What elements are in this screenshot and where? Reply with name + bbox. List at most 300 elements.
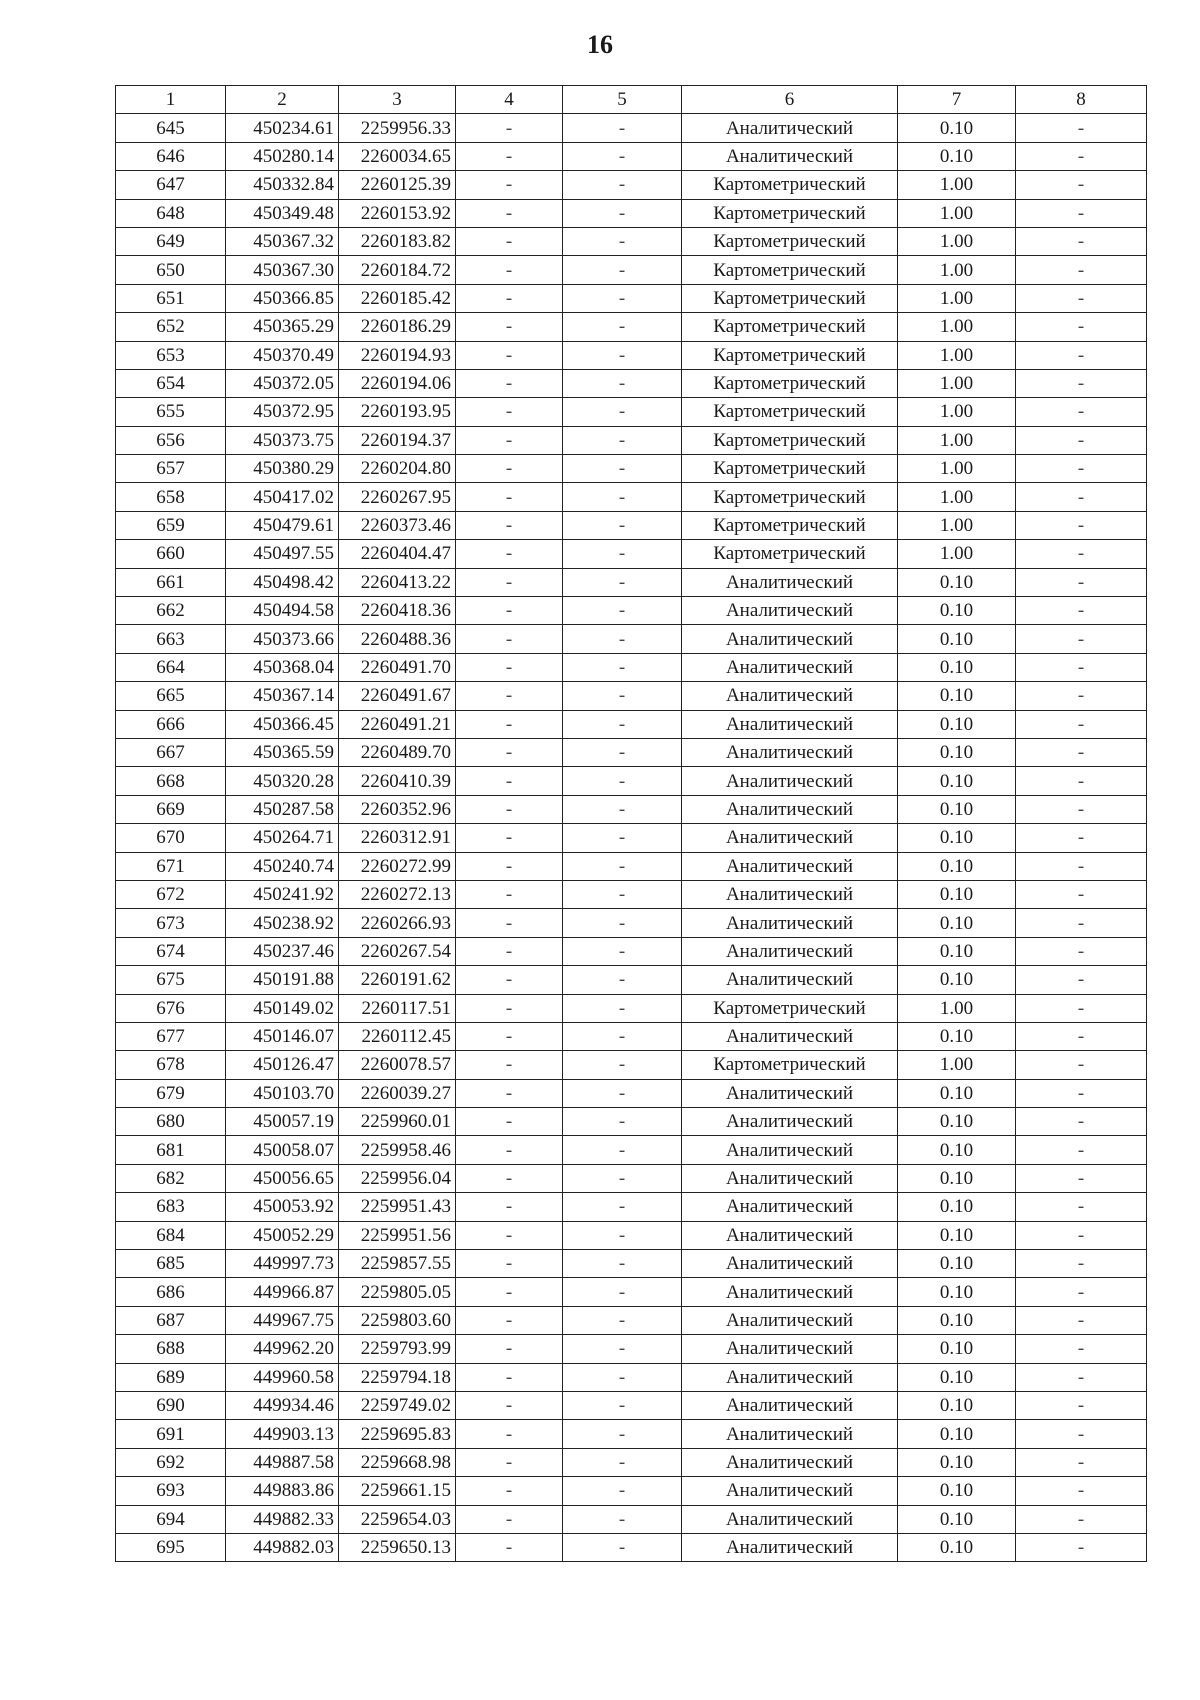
method-cell: Картометрический [682,398,898,426]
col4-cell: - [456,653,563,681]
point-number-cell: 671 [116,852,226,880]
method-cell: Картометрический [682,540,898,568]
y-coordinate-cell: 2260491.70 [339,653,456,681]
method-cell: Аналитический [682,966,898,994]
accuracy-cell: 0.10 [898,1335,1016,1363]
col4-cell: - [456,1079,563,1107]
x-coordinate-cell: 449962.20 [226,1335,339,1363]
col4-cell: - [456,1533,563,1561]
accuracy-cell: 0.10 [898,1108,1016,1136]
y-coordinate-cell: 2259654.03 [339,1505,456,1533]
col5-cell: - [563,256,682,284]
col4-cell: - [456,1193,563,1221]
y-coordinate-cell: 2260204.80 [339,455,456,483]
col8-cell: - [1016,1250,1147,1278]
x-coordinate-cell: 450149.02 [226,994,339,1022]
table-row [116,1335,1147,1363]
x-coordinate-cell: 450365.59 [226,738,339,766]
y-coordinate-cell: 2260193.95 [339,398,456,426]
y-coordinate-cell: 2260186.29 [339,313,456,341]
col8-cell: - [1016,199,1147,227]
col4-cell: - [456,1164,563,1192]
x-coordinate-cell: 450368.04 [226,653,339,681]
accuracy-cell: 0.10 [898,824,1016,852]
table-header-row [116,86,1147,114]
x-coordinate-cell: 450367.32 [226,227,339,255]
col8-cell: - [1016,1448,1147,1476]
col8-cell: - [1016,653,1147,681]
x-coordinate-cell: 450052.29 [226,1221,339,1249]
accuracy-cell: 1.00 [898,426,1016,454]
column-header: 6 [682,86,898,114]
col8-cell: - [1016,625,1147,653]
accuracy-cell: 0.10 [898,880,1016,908]
method-cell: Аналитический [682,1079,898,1107]
table-row [116,256,1147,284]
y-coordinate-cell: 2260491.21 [339,710,456,738]
y-coordinate-cell: 2259668.98 [339,1448,456,1476]
method-cell: Картометрический [682,313,898,341]
point-number-cell: 645 [116,114,226,142]
point-number-cell: 647 [116,171,226,199]
col5-cell: - [563,398,682,426]
col8-cell: - [1016,1108,1147,1136]
col5-cell: - [563,597,682,625]
col8-cell: - [1016,738,1147,766]
method-cell: Аналитический [682,795,898,823]
col5-cell: - [563,880,682,908]
point-number-cell: 685 [116,1250,226,1278]
y-coordinate-cell: 2260352.96 [339,795,456,823]
col5-cell: - [563,171,682,199]
method-cell: Аналитический [682,1164,898,1192]
point-number-cell: 680 [116,1108,226,1136]
table-row [116,625,1147,653]
table-row [116,511,1147,539]
method-cell: Картометрический [682,341,898,369]
x-coordinate-cell: 450373.66 [226,625,339,653]
method-cell: Аналитический [682,568,898,596]
col4-cell: - [456,738,563,766]
col4-cell: - [456,256,563,284]
y-coordinate-cell: 2260413.22 [339,568,456,596]
x-coordinate-cell: 449887.58 [226,1448,339,1476]
x-coordinate-cell: 450497.55 [226,540,339,568]
col4-cell: - [456,1136,563,1164]
x-coordinate-cell: 450238.92 [226,909,339,937]
col4-cell: - [456,937,563,965]
point-number-cell: 690 [116,1391,226,1419]
accuracy-cell: 1.00 [898,199,1016,227]
accuracy-cell: 0.10 [898,1505,1016,1533]
point-number-cell: 662 [116,597,226,625]
accuracy-cell: 0.10 [898,1136,1016,1164]
x-coordinate-cell: 450372.95 [226,398,339,426]
table-row [116,653,1147,681]
method-cell: Аналитический [682,1391,898,1419]
col8-cell: - [1016,966,1147,994]
accuracy-cell: 1.00 [898,994,1016,1022]
table-row [116,426,1147,454]
x-coordinate-cell: 450146.07 [226,1022,339,1050]
col4-cell: - [456,398,563,426]
accuracy-cell: 1.00 [898,313,1016,341]
point-number-cell: 648 [116,199,226,227]
point-number-cell: 682 [116,1164,226,1192]
accuracy-cell: 0.10 [898,1363,1016,1391]
method-cell: Картометрический [682,256,898,284]
table-row [116,568,1147,596]
accuracy-cell: 0.10 [898,909,1016,937]
method-cell: Картометрический [682,1051,898,1079]
col4-cell: - [456,568,563,596]
y-coordinate-cell: 2260404.47 [339,540,456,568]
col5-cell: - [563,1533,682,1561]
x-coordinate-cell: 450287.58 [226,795,339,823]
accuracy-cell: 1.00 [898,227,1016,255]
point-number-cell: 675 [116,966,226,994]
y-coordinate-cell: 2259695.83 [339,1420,456,1448]
col4-cell: - [456,1108,563,1136]
col4-cell: - [456,369,563,397]
col4-cell: - [456,1022,563,1050]
col8-cell: - [1016,937,1147,965]
y-coordinate-cell: 2260312.91 [339,824,456,852]
method-cell: Картометрический [682,426,898,454]
col5-cell: - [563,1193,682,1221]
point-number-cell: 668 [116,767,226,795]
col5-cell: - [563,1477,682,1505]
col8-cell: - [1016,284,1147,312]
method-cell: Картометрический [682,171,898,199]
col4-cell: - [456,142,563,170]
method-cell: Аналитический [682,1306,898,1334]
col8-cell: - [1016,1022,1147,1050]
col8-cell: - [1016,1221,1147,1249]
table-row [116,1391,1147,1419]
col8-cell: - [1016,1477,1147,1505]
accuracy-cell: 0.10 [898,1278,1016,1306]
method-cell: Аналитический [682,937,898,965]
table-row [116,1079,1147,1107]
accuracy-cell: 0.10 [898,1306,1016,1334]
accuracy-cell: 0.10 [898,682,1016,710]
col8-cell: - [1016,256,1147,284]
col5-cell: - [563,682,682,710]
col5-cell: - [563,994,682,1022]
accuracy-cell: 1.00 [898,540,1016,568]
col4-cell: - [456,1278,563,1306]
method-cell: Аналитический [682,1022,898,1050]
y-coordinate-cell: 2260266.93 [339,909,456,937]
col8-cell: - [1016,398,1147,426]
point-number-cell: 663 [116,625,226,653]
method-cell: Картометрический [682,284,898,312]
col5-cell: - [563,653,682,681]
table-row [116,937,1147,965]
y-coordinate-cell: 2260194.37 [339,426,456,454]
col5-cell: - [563,937,682,965]
accuracy-cell: 1.00 [898,171,1016,199]
method-cell: Аналитический [682,625,898,653]
point-number-cell: 669 [116,795,226,823]
col8-cell: - [1016,369,1147,397]
point-number-cell: 664 [116,653,226,681]
y-coordinate-cell: 2260034.65 [339,142,456,170]
y-coordinate-cell: 2260194.06 [339,369,456,397]
method-cell: Аналитический [682,1533,898,1561]
y-coordinate-cell: 2259958.46 [339,1136,456,1164]
col5-cell: - [563,852,682,880]
accuracy-cell: 1.00 [898,369,1016,397]
point-number-cell: 646 [116,142,226,170]
col8-cell: - [1016,1136,1147,1164]
col4-cell: - [456,1477,563,1505]
y-coordinate-cell: 2260125.39 [339,171,456,199]
x-coordinate-cell: 450103.70 [226,1079,339,1107]
y-coordinate-cell: 2260267.95 [339,483,456,511]
col8-cell: - [1016,227,1147,255]
col8-cell: - [1016,341,1147,369]
x-coordinate-cell: 449882.33 [226,1505,339,1533]
column-header: 7 [898,86,1016,114]
x-coordinate-cell: 450264.71 [226,824,339,852]
col5-cell: - [563,227,682,255]
method-cell: Аналитический [682,1193,898,1221]
x-coordinate-cell: 450056.65 [226,1164,339,1192]
x-coordinate-cell: 450372.05 [226,369,339,397]
col5-cell: - [563,455,682,483]
x-coordinate-cell: 450237.46 [226,937,339,965]
point-number-cell: 659 [116,511,226,539]
x-coordinate-cell: 449997.73 [226,1250,339,1278]
table-row [116,1051,1147,1079]
col5-cell: - [563,1108,682,1136]
y-coordinate-cell: 2260489.70 [339,738,456,766]
method-cell: Аналитический [682,824,898,852]
accuracy-cell: 0.10 [898,710,1016,738]
col5-cell: - [563,625,682,653]
x-coordinate-cell: 450498.42 [226,568,339,596]
col4-cell: - [456,540,563,568]
accuracy-cell: 0.10 [898,767,1016,795]
col8-cell: - [1016,880,1147,908]
accuracy-cell: 1.00 [898,511,1016,539]
table-row [116,1448,1147,1476]
x-coordinate-cell: 450332.84 [226,171,339,199]
point-number-cell: 695 [116,1533,226,1561]
accuracy-cell: 0.10 [898,1022,1016,1050]
col5-cell: - [563,1051,682,1079]
point-number-cell: 687 [116,1306,226,1334]
col5-cell: - [563,909,682,937]
method-cell: Аналитический [682,1250,898,1278]
col5-cell: - [563,1136,682,1164]
col4-cell: - [456,114,563,142]
col5-cell: - [563,1420,682,1448]
table-row [116,199,1147,227]
table-row [116,455,1147,483]
x-coordinate-cell: 450367.14 [226,682,339,710]
point-number-cell: 656 [116,426,226,454]
col5-cell: - [563,1448,682,1476]
accuracy-cell: 0.10 [898,597,1016,625]
col8-cell: - [1016,1505,1147,1533]
x-coordinate-cell: 450373.75 [226,426,339,454]
x-coordinate-cell: 450417.02 [226,483,339,511]
method-cell: Картометрический [682,455,898,483]
x-coordinate-cell: 449934.46 [226,1391,339,1419]
col8-cell: - [1016,1533,1147,1561]
accuracy-cell: 0.10 [898,852,1016,880]
x-coordinate-cell: 450494.58 [226,597,339,625]
point-number-cell: 655 [116,398,226,426]
col5-cell: - [563,1335,682,1363]
col5-cell: - [563,824,682,852]
accuracy-cell: 0.10 [898,1448,1016,1476]
y-coordinate-cell: 2259956.33 [339,114,456,142]
method-cell: Аналитический [682,1278,898,1306]
y-coordinate-cell: 2259951.56 [339,1221,456,1249]
accuracy-cell: 0.10 [898,1420,1016,1448]
table-row [116,227,1147,255]
y-coordinate-cell: 2259803.60 [339,1306,456,1334]
accuracy-cell: 0.10 [898,1477,1016,1505]
table-row [116,398,1147,426]
x-coordinate-cell: 450241.92 [226,880,339,908]
table-row [116,1164,1147,1192]
y-coordinate-cell: 2260185.42 [339,284,456,312]
accuracy-cell: 0.10 [898,966,1016,994]
method-cell: Аналитический [682,1363,898,1391]
point-number-cell: 689 [116,1363,226,1391]
x-coordinate-cell: 449903.13 [226,1420,339,1448]
point-number-cell: 670 [116,824,226,852]
x-coordinate-cell: 450057.19 [226,1108,339,1136]
col4-cell: - [456,1391,563,1419]
accuracy-cell: 1.00 [898,284,1016,312]
table-row [116,597,1147,625]
x-coordinate-cell: 450370.49 [226,341,339,369]
accuracy-cell: 0.10 [898,653,1016,681]
y-coordinate-cell: 2260418.36 [339,597,456,625]
col8-cell: - [1016,824,1147,852]
col8-cell: - [1016,1193,1147,1221]
method-cell: Аналитический [682,1448,898,1476]
point-number-cell: 654 [116,369,226,397]
point-number-cell: 691 [116,1420,226,1448]
x-coordinate-cell: 450234.61 [226,114,339,142]
col5-cell: - [563,1505,682,1533]
point-number-cell: 674 [116,937,226,965]
col4-cell: - [456,1420,563,1448]
x-coordinate-cell: 450479.61 [226,511,339,539]
col4-cell: - [456,966,563,994]
col8-cell: - [1016,795,1147,823]
x-coordinate-cell: 450240.74 [226,852,339,880]
col5-cell: - [563,313,682,341]
method-cell: Картометрический [682,511,898,539]
table-row [116,341,1147,369]
table-row [116,1306,1147,1334]
table-row [116,1108,1147,1136]
col4-cell: - [456,511,563,539]
method-cell: Картометрический [682,227,898,255]
col5-cell: - [563,966,682,994]
x-coordinate-cell: 450126.47 [226,1051,339,1079]
point-number-cell: 676 [116,994,226,1022]
col5-cell: - [563,284,682,312]
table-row [116,1533,1147,1561]
col5-cell: - [563,369,682,397]
col5-cell: - [563,426,682,454]
method-cell: Аналитический [682,738,898,766]
page-number: 16 [587,30,613,59]
col4-cell: - [456,994,563,1022]
col4-cell: - [456,341,563,369]
point-number-cell: 672 [116,880,226,908]
col4-cell: - [456,767,563,795]
x-coordinate-cell: 450380.29 [226,455,339,483]
col5-cell: - [563,1250,682,1278]
accuracy-cell: 0.10 [898,568,1016,596]
col4-cell: - [456,483,563,511]
column-header: 2 [226,86,339,114]
point-number-cell: 686 [116,1278,226,1306]
table-row [116,1363,1147,1391]
point-number-cell: 666 [116,710,226,738]
table-row [116,1136,1147,1164]
table-row [116,1278,1147,1306]
x-coordinate-cell: 449966.87 [226,1278,339,1306]
col4-cell: - [456,1221,563,1249]
table-row [116,880,1147,908]
col8-cell: - [1016,1164,1147,1192]
col5-cell: - [563,1221,682,1249]
y-coordinate-cell: 2260112.45 [339,1022,456,1050]
col8-cell: - [1016,483,1147,511]
y-coordinate-cell: 2259794.18 [339,1363,456,1391]
column-header: 5 [563,86,682,114]
table-row [116,767,1147,795]
point-number-cell: 673 [116,909,226,937]
col4-cell: - [456,199,563,227]
table-row [116,1221,1147,1249]
method-cell: Аналитический [682,909,898,937]
accuracy-cell: 0.10 [898,142,1016,170]
table-row [116,142,1147,170]
column-header: 3 [339,86,456,114]
x-coordinate-cell: 450366.85 [226,284,339,312]
col4-cell: - [456,1335,563,1363]
x-coordinate-cell: 449960.58 [226,1363,339,1391]
table-row [116,1477,1147,1505]
accuracy-cell: 0.10 [898,1164,1016,1192]
accuracy-cell: 1.00 [898,341,1016,369]
col8-cell: - [1016,994,1147,1022]
method-cell: Аналитический [682,114,898,142]
y-coordinate-cell: 2260194.93 [339,341,456,369]
x-coordinate-cell: 450191.88 [226,966,339,994]
col5-cell: - [563,1022,682,1050]
table-row [116,824,1147,852]
method-cell: Аналитический [682,1136,898,1164]
table-row [116,1505,1147,1533]
point-number-cell: 658 [116,483,226,511]
col4-cell: - [456,795,563,823]
point-number-cell: 692 [116,1448,226,1476]
accuracy-cell: 1.00 [898,256,1016,284]
